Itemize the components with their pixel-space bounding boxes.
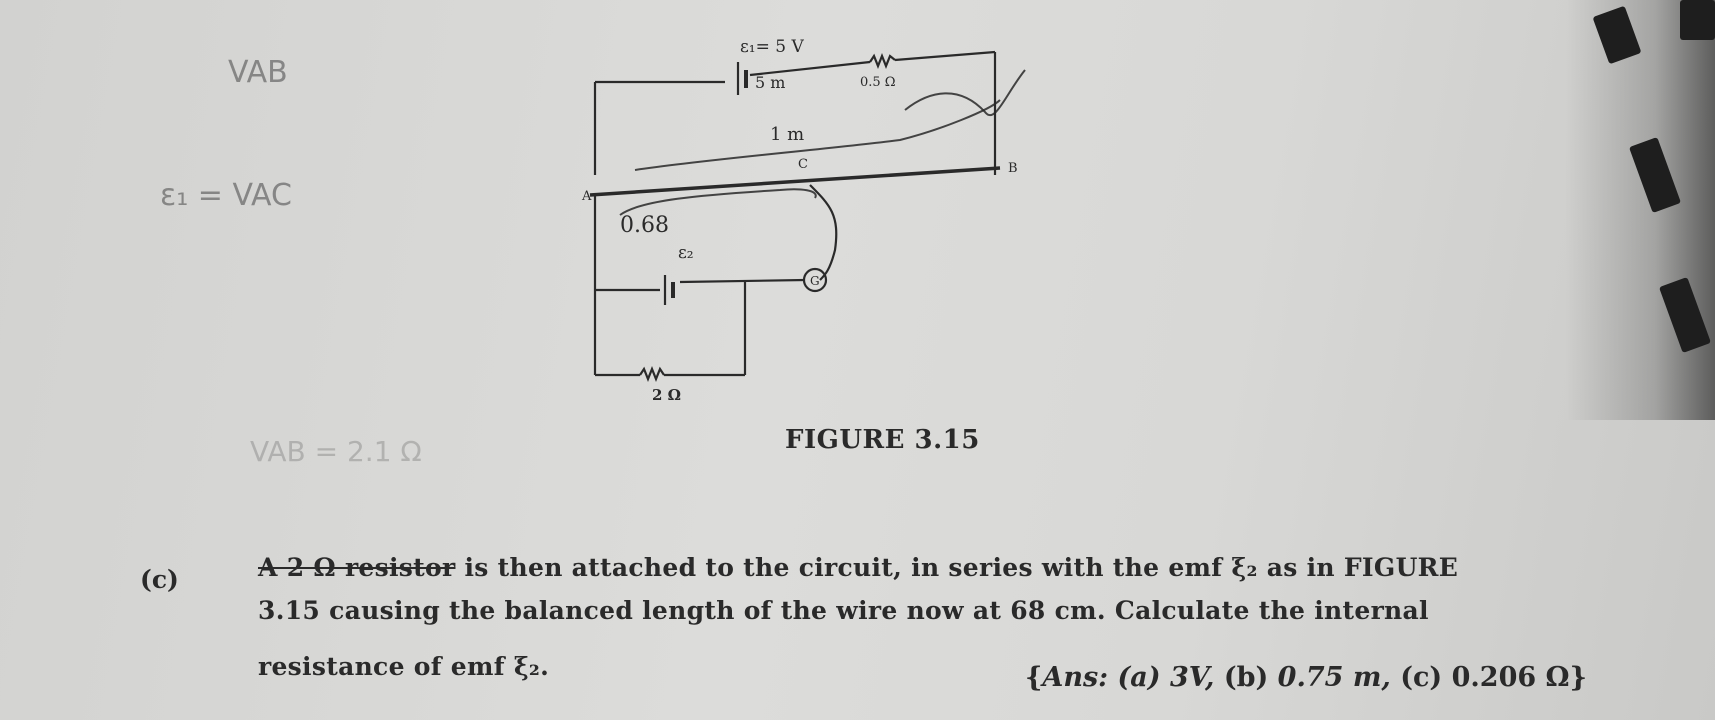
handwriting-5m: 5 m xyxy=(755,73,786,92)
handwriting-vab-faint: VAB = 2.1 Ω xyxy=(250,435,422,468)
handwriting-emf-vac: ε₁ = VAC xyxy=(160,178,292,213)
potentiometer-wire xyxy=(590,168,1000,195)
handwriting-vab: VAB xyxy=(228,55,288,90)
answer-part-c-value: 0.206 Ω xyxy=(1451,662,1570,693)
emf2-label: ε₂ xyxy=(678,243,694,263)
question-line-1 xyxy=(258,553,1458,582)
resistor-2-ohm xyxy=(640,369,664,379)
handwriting-1m: 1 m xyxy=(770,124,805,145)
internal-resistance-label: 0.5 Ω xyxy=(860,75,896,90)
answer-label: Ans: xyxy=(1042,662,1109,693)
figure-caption: FIGURE 3.15 xyxy=(785,425,980,455)
answer-part-a-label: (a) xyxy=(1117,662,1161,693)
question-line-3: resistance of emf ξ₂. xyxy=(258,652,550,681)
answer-close-brace: } xyxy=(1569,662,1587,693)
secondary-top-right xyxy=(680,280,805,282)
emf1-label: ε₁= 5 V xyxy=(740,37,804,57)
node-b-label: B xyxy=(1008,161,1018,176)
pencil-check xyxy=(905,70,1025,115)
question-line-2: 3.15 causing the balanced length of the wire now at 68 cm. Calculate the internal xyxy=(258,596,1429,625)
answer-part-c-label: (c) xyxy=(1400,662,1443,693)
galvanometer-label: G xyxy=(810,274,820,288)
jockey-lead xyxy=(810,185,836,280)
answer-part-a-value: 3V, xyxy=(1169,662,1215,693)
struck-text: A 2 Ω resistor xyxy=(258,553,456,582)
handwriting-068: 0.68 xyxy=(620,213,669,238)
internal-resistor xyxy=(870,56,895,66)
resistor-2-label: 2 Ω xyxy=(652,386,682,404)
pencil-bracket-1m xyxy=(635,100,1000,170)
answer-open-brace: { xyxy=(1025,662,1043,693)
node-c-label: C xyxy=(798,157,808,172)
top-wire-right xyxy=(895,52,995,60)
node-a-label: A xyxy=(582,189,592,204)
answer-part-b-label: (b) xyxy=(1223,662,1269,693)
pencil-bracket-top xyxy=(620,189,816,215)
question-line-1-text: is then attached to the circuit, in series with the emf ξ₂ as in FIGURE xyxy=(455,553,1459,582)
answer-part-b-value: 0.75 m, xyxy=(1277,662,1391,693)
answer-block xyxy=(1025,662,1587,693)
question-label: (c) xyxy=(140,565,179,594)
